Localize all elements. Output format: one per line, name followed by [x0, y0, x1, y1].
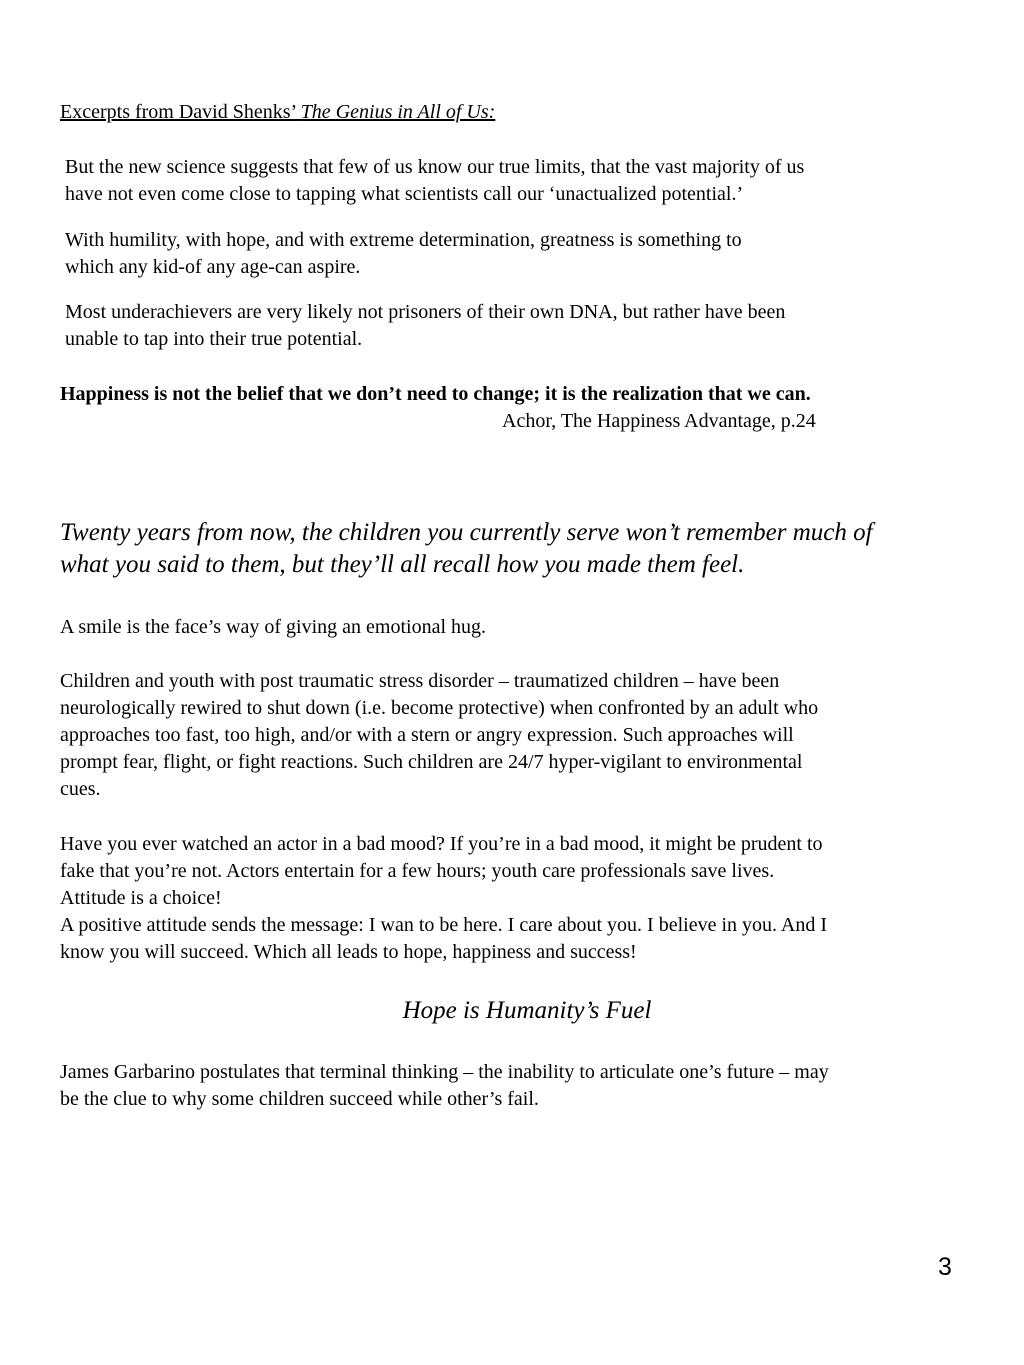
twenty-years-quote: Twenty years from now, the children you currently serve won’t remember much of what you said to them, but they’ll all recall how you made them feel.	[60, 519, 873, 578]
excerpts-heading	[60, 99, 495, 126]
attitude-paragraph: Have you ever watched an actor in a bad mood? If you’re in a bad mood, it might be prudent to fake that you’re not. Actors entertain for a few hours; youth care professionals save lives. Attitude is a choice! A positive attitude sends the message: I wan to be here. I care about you. I believe in you. And I know you will succeed. Which all leads to hope, happiness and success!	[60, 833, 828, 963]
page-number: 3	[938, 1253, 952, 1281]
book-title: The Genius in All of Us:	[300, 101, 496, 123]
garbarino-paragraph: James Garbarino postulates that terminal thinking – the inability to articulate one’s future – may be the clue to why some children succeed while other’s fail.	[60, 1061, 829, 1110]
excerpt-underachievers: Most underachievers are very likely not prisoners of their own DNA, but rather have been unable to tap into their true potential.	[65, 301, 786, 350]
excerpt-greatness: With humility, with hope, and with extreme determination, greatness is something to which any kid-of any age-can aspire.	[65, 229, 742, 278]
smile-line: A smile is the face’s way of giving an emotional hug.	[60, 616, 487, 638]
heading-prefix: Excerpts from David Shenks’	[60, 101, 301, 123]
hope-subheading: Hope is Humanity’s Fuel	[402, 997, 652, 1024]
excerpt-unactualized-potential: But the new science suggests that few of us know our true limits, that the vast majority of us have not even come close to tapping what scientists call our ‘unactualized potential.’	[65, 156, 805, 205]
ptsd-paragraph: Children and youth with post traumatic stress disorder – traumatized children – have been neurologically rewired to shut down (i.e. become protective) when confronted by an adult who approaches too fast, too high, and/or with a stern or angry expression. Such approaches will prompt fear, flight, or fight reactions. Such children are 24/7 hyper-vigilant to environmental cues.	[60, 670, 819, 800]
happiness-quote: Happiness is not the belief that we don’t need to change; it is the realization that we can.	[60, 383, 811, 405]
quote-attribution: Achor, The Happiness Advantage, p.24	[502, 410, 816, 432]
